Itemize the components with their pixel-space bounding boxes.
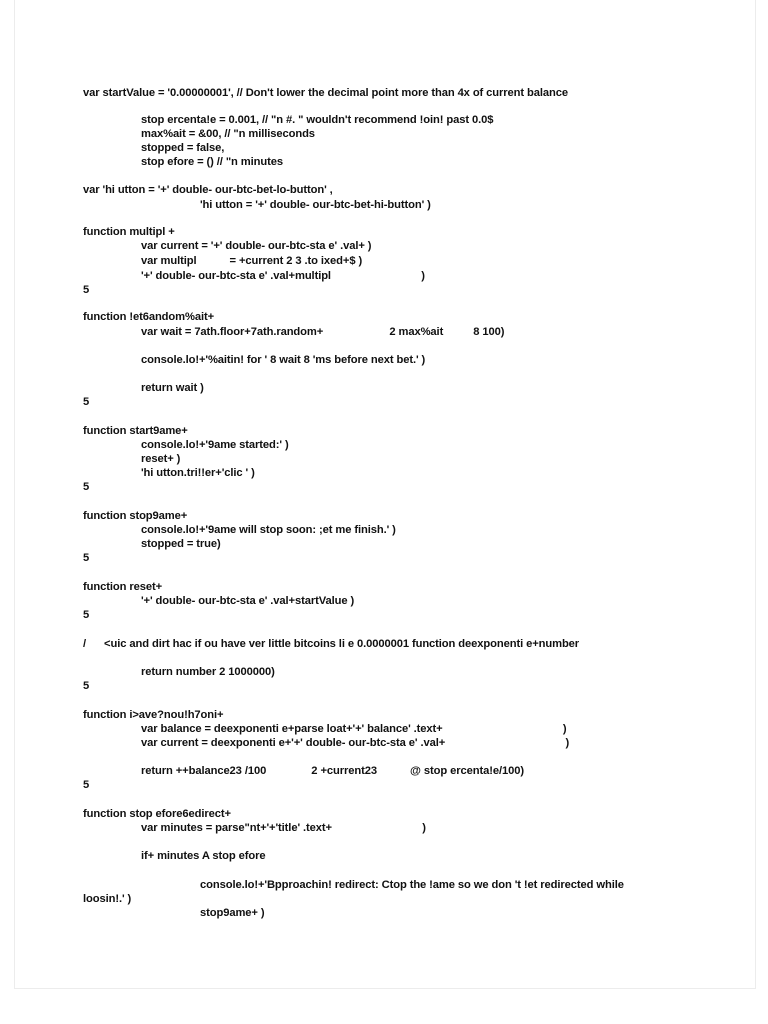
code-line: function start9ame+ xyxy=(83,425,188,437)
code-line: '+' double- our-btc-sta e' .val+multipl ) xyxy=(141,270,425,282)
code-line: reset+ ) xyxy=(141,453,181,465)
code-line: 'hi utton = '+' double- our-btc-bet-hi-button' ) xyxy=(200,199,431,211)
code-line: function multipl + xyxy=(83,226,175,238)
code-line: / <uic and dirt hac if ou have ver little bitcoins li e 0.0000001 function deexponenti e+number xyxy=(83,638,580,650)
code-line: 5 xyxy=(83,396,90,408)
code-line: stop efore = () // "n minutes xyxy=(141,156,283,168)
code-line: 5 xyxy=(83,552,90,564)
code-line: 5 xyxy=(83,284,90,296)
code-line: var minutes = parse"nt+'+'title' .text+ ) xyxy=(141,822,426,834)
code-line: function i>ave?nou!h7oni+ xyxy=(83,709,224,721)
code-line: 5 xyxy=(83,609,90,621)
code-line: var wait = 7ath.floor+7ath.random+ 2 max%ait 8 100) xyxy=(141,326,505,338)
code-line: function !et6andom%ait+ xyxy=(83,311,215,323)
code-line: max%ait = &00, // "n milliseconds xyxy=(141,128,315,140)
code-line: console.lo!+'Bpproachin! redirect: Ctop the !ame so we don 't !et redirected while xyxy=(200,879,624,891)
document-page xyxy=(14,0,756,989)
code-line: stop ercenta!e = 0.001, // "n #. " wouldn't recommend !oin! past 0.0$ xyxy=(141,114,494,126)
code-line: console.lo!+'%aitin! for ' 8 wait 8 'ms before next bet.' ) xyxy=(141,354,426,366)
code-line: stopped = false, xyxy=(141,142,225,154)
code-line: var startValue = '0.00000001', // Don't lower the decimal point more than 4x of current balance xyxy=(83,87,569,99)
code-line: console.lo!+'9ame will stop soon: ;et me finish.' ) xyxy=(141,524,396,536)
code-line: function reset+ xyxy=(83,581,163,593)
code-line: var current = deexponenti e+'+' double- our-btc-sta e' .val+ ) xyxy=(141,737,570,749)
code-line: 'hi utton.tri!!er+'clic ' ) xyxy=(141,467,255,479)
code-line: stopped = true) xyxy=(141,538,221,550)
code-line: if+ minutes A stop efore xyxy=(141,850,266,862)
code-line: console.lo!+'9ame started:' ) xyxy=(141,439,289,451)
code-line: function stop9ame+ xyxy=(83,510,188,522)
code-line: return ++balance23 /100 2 +current23 @ stop ercenta!e/100) xyxy=(141,765,524,777)
code-line: var current = '+' double- our-btc-sta e' .val+ ) xyxy=(141,240,372,252)
code-line: 5 xyxy=(83,779,90,791)
code-line: 5 xyxy=(83,680,90,692)
code-line: '+' double- our-btc-sta e' .val+startValue ) xyxy=(141,595,355,607)
code-line: var balance = deexponenti e+parse loat+'+' balance' .text+ ) xyxy=(141,723,567,735)
code-line: return wait ) xyxy=(141,382,204,394)
code-line: var multipl = +current 2 3 .to ixed+$ ) xyxy=(141,255,363,267)
code-line: loosin!.' ) xyxy=(83,893,132,905)
code-line: stop9ame+ ) xyxy=(200,907,265,919)
code-line: function stop efore6edirect+ xyxy=(83,808,231,820)
code-line: 5 xyxy=(83,481,90,493)
code-line: var 'hi utton = '+' double- our-btc-bet-lo-button' , xyxy=(83,184,333,196)
code-line: return number 2 1000000) xyxy=(141,666,275,678)
